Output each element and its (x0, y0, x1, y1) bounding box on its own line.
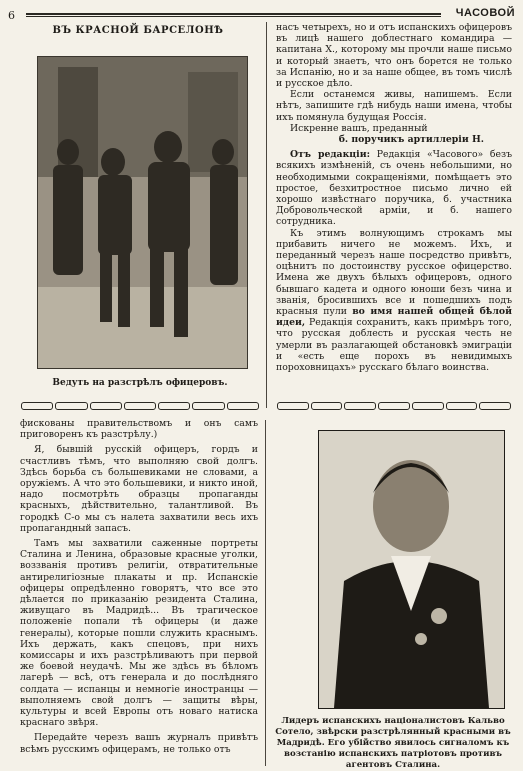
page-number: 6 (8, 9, 15, 22)
paragraph: Если останемся живы, напишемъ. Если нѣтъ, запишите гдѣ нибудь наши имена, чтобы ихъ помянула будущая Россія. (276, 89, 512, 123)
officers-photo-caption: Ведуть на разстрѣлъ офицеровъ. (52, 378, 228, 388)
closing-text-pre: Къ этимъ волнующимъ строкамъ мы прибавить ничего не можемъ. Ихъ, и переданный черезъ наше посредство привѣтъ, оцѣнитъ по достоинству русское офицерство. Имена же двухъ бѣлыхъ офицеровъ, одного бывшаго кадета и одного юноши безъ чина и званія, бросившихъ все и пошедшихъ подъ красныя пули (276, 227, 512, 318)
portrait-caption: Лидеръ испанскихъ націоналистовъ Кальво Сотело, звѣрски разстрѣлянный красными въ Мадридѣ. Его убійство явилось сигналомъ къ возстанію испанскихъ патріотовъ противъ агентовъ Сталина. (275, 716, 511, 770)
journal-title: ЧАСОВОЙ (455, 7, 515, 19)
letter-continuation-column (276, 22, 512, 373)
editor-label: Отъ редакціи: (290, 149, 371, 161)
officers-photo (37, 56, 248, 369)
closing-text-bold: во имя нашей общей бѣлой идеи, (276, 306, 512, 329)
portrait-photo (318, 430, 505, 709)
editor-note (276, 149, 512, 227)
decorative-chain-left (20, 402, 260, 410)
signature-text: б. поручикъ артиллеріи Н. (338, 134, 484, 146)
editor-note-text: Редакція «Часового» безъ всякихъ измѣненій, съ очень небольшими, но необходимыми сокращеніями, помѣщаетъ это простое, безхитростное письмо лично ей хорошо извѣстнаго поручика, б. участника Добровольческой арміи, и б. нашего сотрудника. (276, 149, 512, 228)
signature (276, 134, 512, 145)
paragraph: Тамъ мы захватили саженные портреты Сталина и Ленина, образовые красные уголки, воззванія противъ религіи, отвратительные антирелигіозные плакаты и пр. Испанскіе офицеры опредѣленно говорятъ, что все это дѣлается по приказанію резидента Сталина, живущаго въ Мадридѣ... Въ трагическое положеніе попали тѣ офицеры (и даже генералы), которые пошли служить краснымъ. Ихъ держать, какъ спецовъ, при нихъ комиссары и ихъ разстрѣливаютъ при первой же боевой неудачѣ. Мы же здѣсь въ бѣломъ лагерѣ — всѣ, отъ генерала и до послѣдняго солдата — испанцы и немногіе иностранцы — выполняемъ свой долгъ — защиты вѣры, культуры и всей Европы отъ новаго натиска краснаго звѣря. (20, 538, 258, 729)
decorative-chain-right (276, 402, 512, 410)
paragraph: Я, бывшій русскій офицеръ, гордъ и счастливъ тѣмъ, что выполняю свой долгъ. Здѣсь борьба съ большевиками не словами, а оружіемъ. А что это большевики, и никто иной, надо посмотрѣть образцы пропаганды красныхъ, дѣйствительно, талантливой. Въ городкѣ С-о мы съ налета захватили весь ихъ пропагандный запасъ. (20, 444, 258, 534)
closing-paragraph (276, 228, 512, 374)
paragraph: Искренне вашъ, преданный (290, 122, 428, 134)
column-divider-lower (265, 420, 266, 766)
paragraph: фискованы правительствомъ и онъ самъ приговоренъ къ разстрѣлу.) (20, 418, 258, 441)
article-headline: ВЪ КРАСНОЙ БАРСЕЛОНѢ (52, 25, 224, 36)
header-rule (26, 13, 441, 17)
officers-photo-illustration (38, 57, 247, 368)
column-divider (266, 22, 267, 408)
article-continuation-column (20, 418, 258, 755)
paragraph: Передайте черезъ вашъ журналъ привѣтъ всѣмъ русскимъ офицерамъ, не только отъ (20, 732, 258, 755)
portrait-illustration (319, 431, 504, 708)
closing-text-post: Редакція сохранитъ, какъ примѣръ того, что русская доблесть и русская честь не умерли въ разлагающей обстановкѣ эмиграціи и «есть еще порохъ въ невидимыхъ пороховницахъ» русскаго бѣлаго воинства. (276, 317, 512, 374)
paragraph: насъ четырехъ, но и отъ испанскихъ офицеровъ въ лицѣ нашего доблестнаго командира — капитана X., которому мы прочли наше письмо и который знаетъ, что онъ борется не только за Испанію, но и за наше общее, въ томъ числѣ и русское дѣло. (276, 22, 512, 90)
